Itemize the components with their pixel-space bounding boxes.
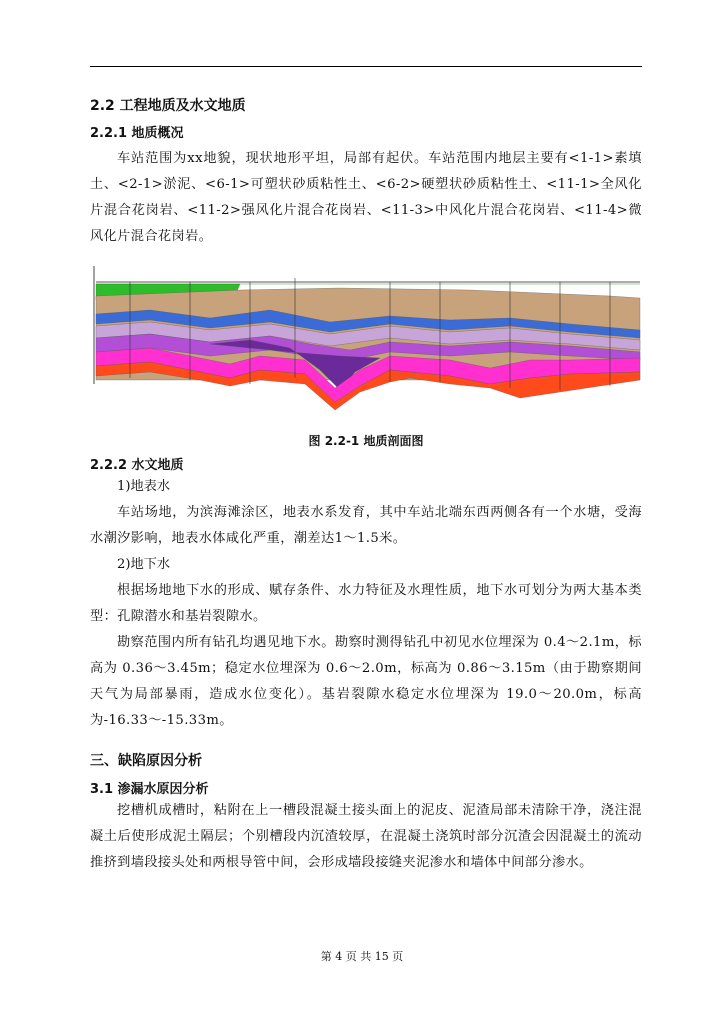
section-2-2-1-title: 2.2.1 地质概况	[90, 126, 184, 141]
header-rule	[90, 66, 642, 67]
groundwater-types-paragraph: 根据场地地下水的形成、赋存条件、水力特征及水理性质，地下水可划分为两大基本类型：孔隙潜水和基岩裂隙水。	[90, 583, 642, 624]
leakage-analysis-paragraph: 挖槽机成槽时，粘附在上一槽段混凝土接头面上的泥皮、泥渣局部未清除干净，浇注混凝土后使形成泥土隔层；个别槽段内沉渣较厚，在混凝土浇筑时部分沉渣会因混凝土的流动推挤到墙段接头处和两根导管中间，会形成墙段接缝夹泥渗水和墙体中间部分渗水。	[90, 803, 642, 870]
groundwater-heading: 2)地下水	[117, 557, 171, 572]
geology-overview-section	[90, 146, 642, 250]
geological-profile-svg	[90, 260, 642, 420]
geological-profile-figure	[90, 260, 642, 420]
figure-caption: 图 2.2-1 地质剖面图	[308, 434, 424, 448]
surface-water-paragraph: 车站场地，为滨海滩涂区，地表水系发育，其中车站北端东西两侧各有一个水塘，受海水潮汐影响，地表水体咸化严重，潮差达1～1.5米。	[90, 505, 642, 546]
leakage-analysis-section	[90, 798, 642, 876]
section-3-1-title: 3.1 渗漏水原因分析	[90, 782, 209, 797]
surface-water-heading: 1)地表水	[117, 479, 171, 494]
geology-overview-paragraph: 车站范围为xx地貌，现状地形平坦，局部有起伏。车站范围内地层主要有<1-1>素填土、<2-1>淤泥、<6-1>可塑状砂质粘性土、<6-2>硬塑状砂质粘性土、<11-1>全风化片混合花岗岩、<11-2>强风化片混合花岗岩、<11-3>中风化片混合花岗岩、<11-4>微风化片混合花岗岩。	[90, 151, 642, 244]
groundwater-levels-paragraph: 勘察范围内所有钻孔均遇见地下水。勘察时测得钻孔中初见水位埋深为 0.4～2.1m，标高为 0.36～3.45m；稳定水位埋深为 0.6～2.0m，标高为 0.86～3.15m（由于勘察期间天气为局部暴雨，造成水位变化）。基岩裂隙水稳定水位埋深为 19.0～20.0m，标高为-16.33～-15.33m。	[90, 635, 642, 728]
section-2-2-2-title: 2.2.2 水文地质	[90, 458, 184, 473]
section-3-title: 三、缺陷原因分析	[90, 753, 202, 769]
page-footer: 第 4 页 共 15 页	[320, 950, 404, 963]
section-2-2-title: 2.2 工程地质及水文地质	[90, 98, 246, 114]
hydrogeology-section	[90, 474, 642, 734]
